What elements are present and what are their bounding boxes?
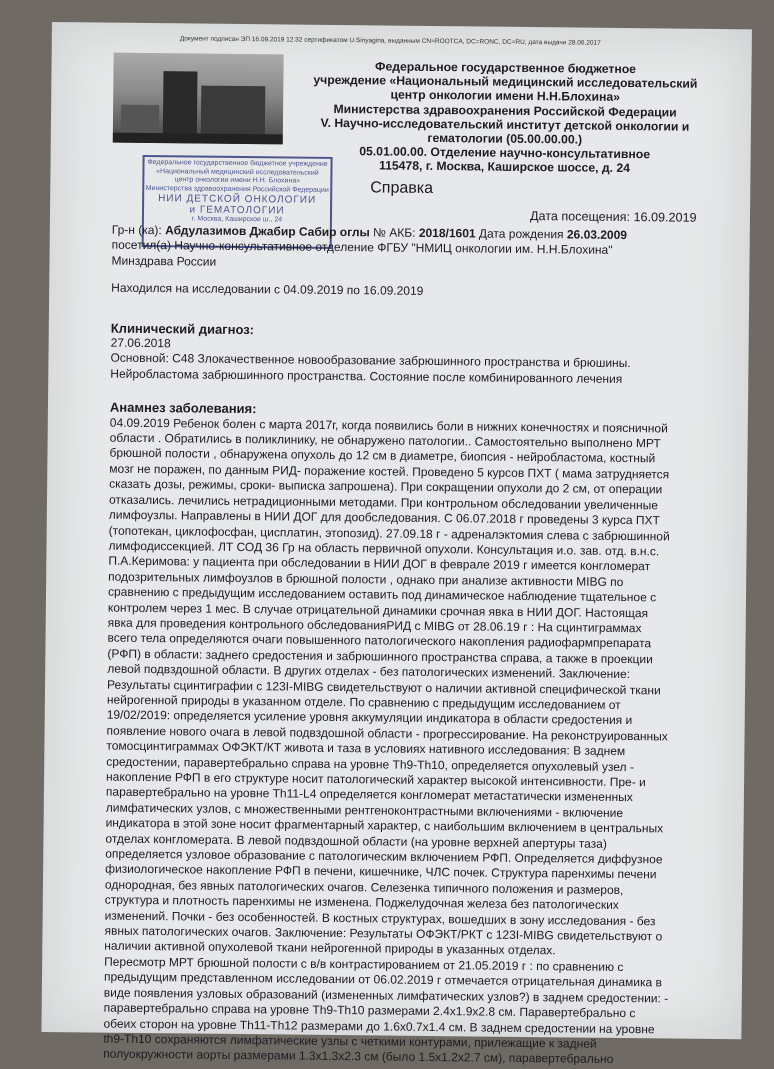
anamnesis-line: средостении, паравертебрально справа на уровне Th9-Th10, определяется опухолевый узел - [106, 754, 634, 774]
header-line: учреждение «Национальный медицинский исследовательский [313, 72, 698, 91]
anamnesis-line: изменений. Почки - без особенностей. В костных структурах, вошедших в зону исследования - без [104, 908, 656, 929]
stamp-line: и ГЕМАТОЛОГИИ [189, 204, 285, 217]
anamnesis-line: лимфодиссекцией. ЛТ СОД 36 Гр на область первичной опухоли. Консультация и.о. зав. отд. в.н.с. [108, 538, 660, 559]
anamnesis-line: томосцинтиграммах ОФЭКТ/КТ живота и таза в условиях нативного исследования: В заднем [106, 738, 626, 759]
stay-period: Находился на исследовании с 04.09.2019 по 16.09.2019 [111, 280, 424, 299]
anamnesis-line: Результаты сцинтиграфии с 123I-MIBG свидетельствуют о наличии активной специфической ткани [106, 677, 661, 697]
anamnesis-line: индикатора в этой зоне носит фрагментарный характер, с наибольшим включением в центральных [105, 815, 664, 836]
diagnosis-line: Нейробластома забрюшинного пространства. Состояние после комбинированного лечения [110, 366, 623, 386]
header-line: центр онкологии имени Н.Н.Блохина» [390, 87, 621, 105]
anamnesis-line: всего тела определяются очаги повышенного патологического накопления радиофармпрепарата [107, 630, 652, 651]
anamnesis-line: паравертебрально на уровне Th11-L4 определяется конгломерат метастатически измененных [105, 785, 633, 805]
anamnesis-line: сравнению с предыдущим исследованием оставить под динамическое наблюдение тщательное с [107, 584, 657, 605]
diagnosis-line: Основной: С48 Злокачественное новообразование забрюшинного пространства и брюшины. [110, 351, 631, 371]
stamp-line: НИИ ДЕТСКОЙ ОНКОЛОГИИ [158, 193, 317, 207]
anamnesis-line: контролем через 1 мес. В случае отрицательной динамики срочная явка в НИИ ДОГ. Настоящая [107, 600, 649, 620]
patient-name: Абдулазимов Джабир Сабир оглы [165, 223, 370, 240]
anamnesis-line: явных патологических очагов. Заключение: Результаты ОФЭКТ/РКТ с 123I-MIBG свидетельствуют о [104, 923, 663, 944]
anamnesis-line: 19/02/2019: определяется усиление уровня аккумуляции индикатора в области средостения и [106, 707, 633, 728]
anamnesis-line: подозрительных лимфоузлов в брюшной полости , однако при анализе активности MIBG по [108, 569, 624, 589]
header-line: 05.01.00.00. Отделение научно-консультативное [359, 144, 651, 162]
visit-date: Дата посещения: 16.09.2019 [529, 209, 697, 225]
akb-number: 2018/1601 [418, 225, 476, 241]
anamnesis-line: накопление РФП в его структуре носит патологический характер высокой интенсивности. Пре- и [106, 769, 646, 790]
institution-header [284, 58, 725, 176]
anamnesis-text [103, 415, 730, 1069]
document-body [103, 223, 732, 1069]
anamnesis-line: сказать дозы, режимы, сроки- выписка запрошена). При сокращении опухоли до 2 см, от операции [109, 476, 663, 497]
anamnesis-line: определяется узловое образование с патологическим включением РФП. Определяется диффузное [105, 846, 663, 867]
stamp-line: «Национальный медицинский исследовательский [156, 167, 319, 177]
anamnesis-line: появление нового очага в левой подвздошной области - прогрессирование. На реконструированных [106, 723, 668, 744]
anamnesis-line: th9-Th10 сохраняются лимфатические узлы с четкими контурами, прилежащие к задней [103, 1031, 597, 1051]
document-page [41, 22, 752, 1067]
diagnosis-date: 27.06.2018 [110, 335, 171, 351]
stamp-line: Министерства здравоохранения Российской Федерации [145, 184, 329, 194]
anamnesis-line: области . Обратились в поликлинику, не обнаружено патологии.. Самостоятельно выполнено МРТ [109, 430, 661, 451]
stamp-line: Федеральное государственное бюджетное учреждение [147, 159, 328, 168]
birth-date: 26.03.2009 [566, 227, 628, 243]
anamnesis-line: (топотекан, циклофосфан, цисплатин, этопозид). 27.09.18 г - адреналэктомия слева с забрюшинной [108, 523, 670, 543]
anamnesis-heading: Анамнез заболевания: [109, 399, 257, 417]
anamnesis-line: Пересмотр МРТ брюшной полости с в/в контрастированием от 21.05.2019 г : по сравнению с [104, 954, 624, 974]
document-title: Справка [370, 179, 434, 197]
anamnesis-line: паравертебрально справа на уровне Th9-Th10 размерами 2.4x1.9x2.8 см. Паравертебрально с [103, 1000, 636, 1021]
patient-line: Гр-н (ка): Абдулазимов Джабир Сабир оглы № АКБ: 2018/1601 Дата рождения 26.03.2009 [111, 222, 628, 243]
anamnesis-line: лимфоузлы. Направлены в НИИ ДОГ для дообследования. С 06.07.2018 г проведены 3 курса ПХТ [108, 507, 660, 528]
header-line: 115478, г. Москва, Каширское шоссе, д. 24 [378, 158, 631, 176]
anamnesis-line: отделах конгломерата. В левой подвздошной области (на уровне верхней апертуры таза) [105, 831, 607, 851]
anamnesis-line: физиологическое накопление РФП в печени, кишечнике, ЧЛС почек. Структура паренхимы печени [105, 862, 657, 882]
anamnesis-line: мозг не поражен, по данным РИД- поражение костей. Проведено 5 курсов ПХТ ( мама затрудняется [109, 461, 670, 482]
anamnesis-line: однородная, без явных патологических очагов. Селезенка типичного положения и размеров, [104, 877, 624, 897]
anamnesis-line: виде появления узловых образований (измененных лимфатических узлов?) в заднем средостении: - [103, 985, 669, 1006]
building-photo [113, 53, 284, 145]
anamnesis-line: левой подвздошной области. В других отделах - без патологических изменений. Заключение: [107, 661, 631, 682]
signature-line: Документ подписан ЭП 16.09.2019 12:32 сертификатом U.Sinyagina, выданным CN=ROOTCA, DC=RONC, DC=RU, дата выдачи 28.06.2017 [179, 35, 601, 47]
header-line: гематологии (05.00.00.00.) [427, 130, 583, 147]
visited-line: посетил(а) Научно-консультативное отделение ФГБУ "НМИЦ онкологии им. Н.Н.Блохина" [111, 238, 613, 258]
stamp-line: центр онкологии имени Н.Н. Блохина» [174, 176, 301, 185]
anamnesis-line: брюшной полости , обнаружена опухоль до 12 см в диаметре, биопсия - нейробластома, костный [109, 446, 656, 466]
anamnesis-line: предыдущим представленном исследовании от 06.02.2019 г отмечается отрицательная динамика в [103, 969, 663, 990]
diagnosis-heading: Клинический диагноз: [110, 320, 255, 337]
anamnesis-line: отказались. лечились нетрадиционными методами. При контрольном обследовании увеличенные [108, 492, 659, 513]
anamnesis-line: 04.09.2019 Ребенок болен с марта 2017г, когда появились боли в нижних конечностях и поясничной [109, 415, 668, 436]
anamnesis-line: явка для проведения контрольного обследованияРИД с MIBG от 28.06.19 г : На сцинтиграммах [107, 615, 642, 636]
anamnesis-line: структура и плотность паренхимы не изменена. Поджелудочная железа без патологических [104, 892, 619, 913]
anamnesis-line: обеих сторон на уровне Th11-Th12 размерами до 1.6x0.7x1.4 см. В заднем средостении на уровне [103, 1016, 655, 1036]
anamnesis-line: П.А.Керимова: у пациента при обследовании в НИИ ДОГ в феврале 2019 г имеется конгломерат [108, 553, 651, 574]
header-line: Министерства здравоохранения Российской Федерации [333, 101, 677, 120]
anamnesis-line: наличии активной опухолевой ткани нейрогенной природы в указанных отделах. [104, 939, 556, 958]
anamnesis-line: нейрогенной природы в указанном отделе. По сравнению с предыдущим исследованием от [106, 692, 621, 712]
header-line: Федеральное государственное бюджетное [375, 59, 637, 77]
visited-line: Минздрава России [111, 253, 217, 269]
anamnesis-line: полуокружности аорты размерами 1.3x1.3x2.3 см (было 1.5x1.2x2.7 см), паравертебрально [103, 1046, 614, 1067]
header-line: V. Научно-исследовательский институт детской онкологии и [320, 115, 690, 134]
anamnesis-line: лимфатических узлов, с множественными рентгеноконтрастными включениями - включение [105, 800, 624, 820]
stamp-line: г. Москва, Каширское ш., 24 [191, 215, 283, 224]
anamnesis-line: (РФП) в области: заднего средостения и забрюшинного пространства справа, а также в проекции [107, 646, 653, 667]
